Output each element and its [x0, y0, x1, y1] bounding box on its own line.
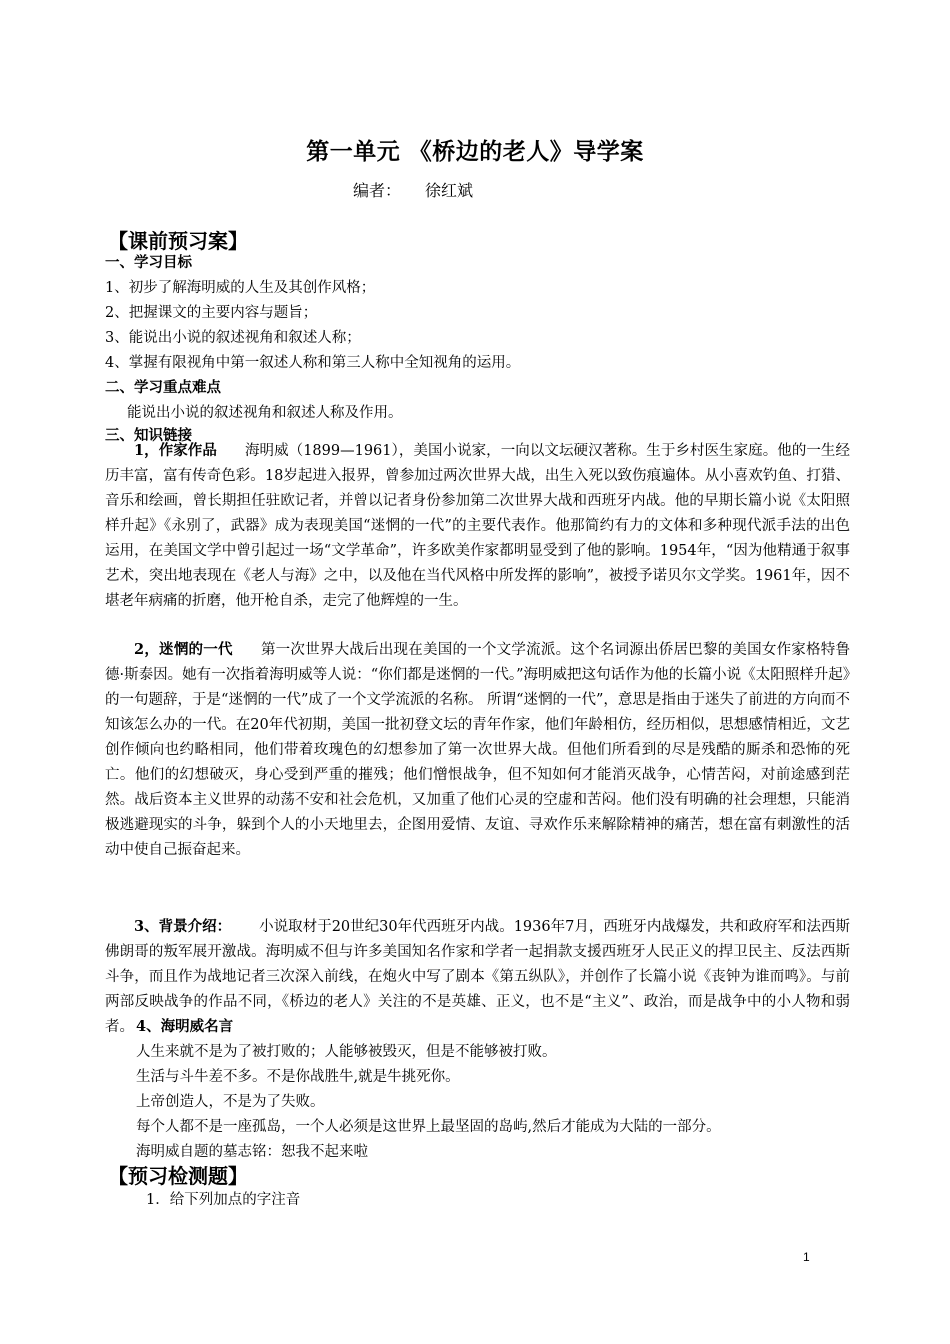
objectives-heading: 一、学习目标: [105, 254, 192, 271]
objective-item: 3、能说出小说的叙述视角和叙述人称；: [105, 330, 361, 346]
objective-item: 1、初步了解海明威的人生及其创作风格；: [105, 280, 376, 296]
objective-item: 4、掌握有限视角中第一叙述人称和第三人称中全知视角的运用。: [105, 355, 521, 371]
lost-generation-text: 第一次世界大战后出现在美国的一个文学流派。这个名词源出侨居巴黎的美国女作家格特鲁德·斯泰因。她有一次指着海明威等人说：“你们都是迷惘的一代。”海明威把这句话作为他的长篇小说《太阳照样升起》的一句题辞，于是“迷惘的一代”成了一个文学流派的名称。 所谓“迷惘的一代”，意思是指由于迷失了前进的方向而不知该怎么办的一代。在20年代初期，美国一批初登文坛的青年作家，他们年龄相仿，经历相似，思想感情相近，文艺创作倾向也约略相同，他们带着玫瑰色的幻想参加了第一次世界大战。但他们所看到的尽是残酷的厮杀和恐怖的死亡。他们的幻想破灭，身心受到严重的摧残；他们憎恨战争，但不知如何才能消灭战争，心情苦闷，对前途感到茫然。战后资本主义世界的动荡不安和社会危机，又加重了他们心灵的空虚和苦闷。他们没有明确的社会理想，只能消极逃避现实的斗争，躲到个人的小天地里去，企图用爱情、友谊、寻欢作乐来解除精神的痛苦，想在富有刺激性的活动中使自己振奋起来。: [105, 642, 850, 858]
editor-label: 编者：: [353, 181, 402, 200]
background-text: 小说取材于20世纪30年代西班牙内战。1936年7月，西班牙内战爆发，共和政府军和法西斯佛朗哥的叛军展开激战。海明威不但与许多美国知名作家和学者一起捐款支援西班牙人民正义的捍卫民主、反法西斯斗争，而且作为战地记者三次深入前线，在炮火中写了剧本《第五纵队》，并创作了长篇小说《丧钟为谁而鸣》。与前两部反映战争的作品不同，《桥边的老人》关注的不是英雄、正义，也不是“主义”、政治，而是战争中的小人物和弱者。: [105, 919, 850, 1035]
editor-name: 徐红斌: [425, 181, 474, 200]
quote-item: 每个人都不是一座孤岛，一个人必须是这世界上最坚固的岛屿,然后才能成为大陆的一部分。: [136, 1119, 721, 1135]
page-title: 第一单元 《桥边的老人》导学案: [306, 138, 644, 165]
page-number: 1: [803, 1250, 810, 1264]
objective-item: 2、把握课文的主要内容与题旨；: [105, 305, 318, 321]
quote-item: 人生来就不是为了被打败的；人能够被毁灭，但是不能够被打败。: [136, 1044, 557, 1060]
editor-line: [353, 178, 473, 201]
author-text: 海明威（1899—1961），美国小说家，一向以文坛硬汉著称。生于乡村医生家庭。他的一生经历丰富，富有传奇色彩。18岁起进入报界，曾参加过两次世界大战，出生入死以致伤痕遍体。从小喜欢钓鱼、打猎、音乐和绘画，曾长期担任驻欧记者，并曾以记者身份参加第二次世界大战和西班牙内战。他的早期长篇小说《太阳照样升起》《永别了，武器》成为表现美国“迷惘的一代”的主要代表作。他那简约有力的文体和多种现代派手法的出色运用，在美国文学中曾引起过一场“文学革命”，许多欧美作家都明显受到了他的影响。1954年，“因为他精通于叙事艺术，突出地表现在《老人与海》之中，以及他在当代风格中所发挥的影响”，被授予诺贝尔文学奖。1961年，因不堪老年病痛的折磨，他开枪自杀，走完了他辉煌的一生。: [105, 443, 850, 609]
quotes-heading: 4、海明威名言: [136, 1018, 234, 1035]
test-section-heading: 【预习检测题】: [108, 1164, 248, 1188]
lost-generation-label: 2，迷惘的一代: [134, 641, 233, 658]
lost-generation-paragraph: [105, 637, 850, 863]
quote-item: 海明威自题的墓志铭：恕我不起来啦: [136, 1144, 368, 1160]
author-label: 1，作家作品: [134, 442, 217, 459]
quote-item: 生活与斗牛差不多。不是你战胜牛,就是牛挑死你。: [136, 1069, 460, 1085]
background-label: 3、背景介绍：: [134, 918, 232, 935]
knowledge-heading: 三、知识链接: [105, 427, 192, 444]
key-points-heading: 二、学习重点难点: [105, 379, 221, 396]
quote-item: 上帝创造人，不是为了失败。: [136, 1094, 325, 1110]
test-item: 1．给下列加点的字注音: [146, 1192, 301, 1208]
author-paragraph: [105, 438, 850, 614]
preview-section-heading: 【课前预习案】: [108, 229, 248, 253]
key-points-text: 能说出小说的叙述视角和叙述人称及作用。: [127, 405, 403, 421]
